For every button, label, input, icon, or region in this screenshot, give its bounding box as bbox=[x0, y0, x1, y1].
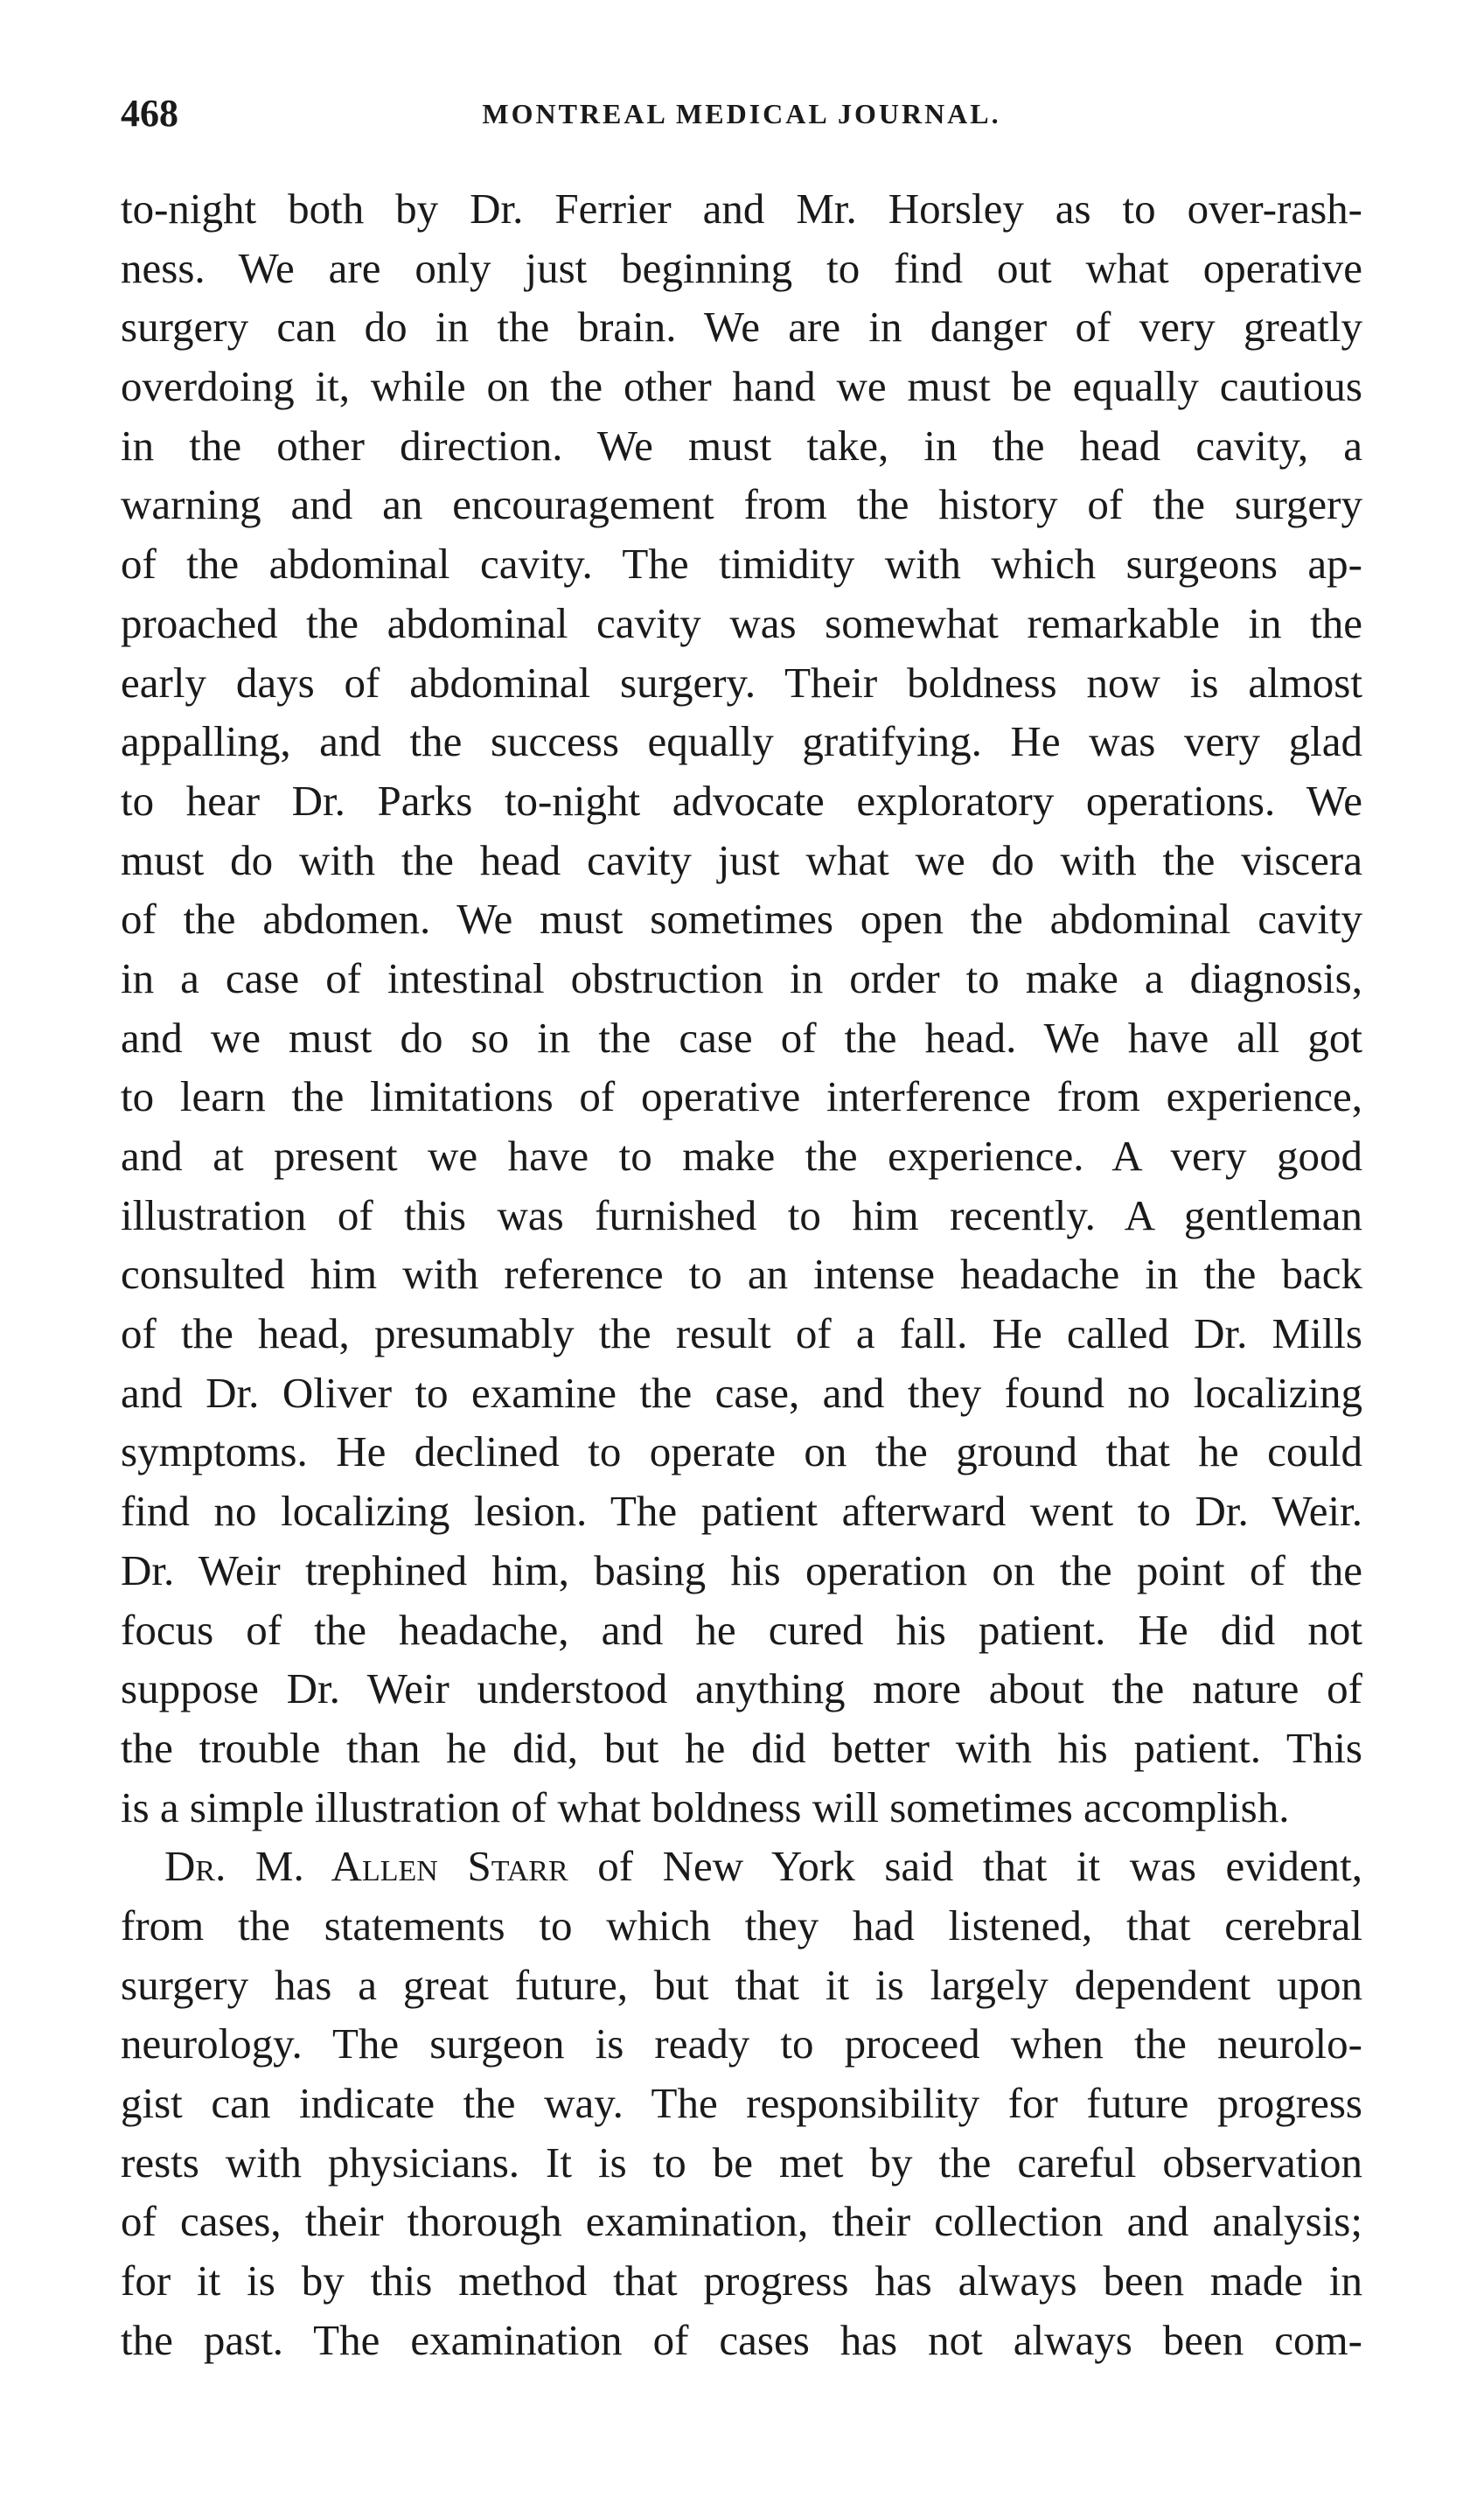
text-line: to-night both by Dr. Ferrier and Mr. Horsley as to over-rash- bbox=[121, 185, 1362, 233]
text-line: consulted him with reference to an intense headache in the back bbox=[121, 1250, 1362, 1299]
text-line: the trouble than he did, but he did better with his patient. This bbox=[121, 1723, 1362, 1772]
text-line: is a simple illustration of what boldness will sometimes accomplish. bbox=[121, 1782, 1290, 1831]
text-line: gist can indicate the way. The responsibility for future progress bbox=[121, 2079, 1362, 2127]
text-line: illustration of this was furnished to him recently. A gentleman bbox=[121, 1190, 1362, 1239]
text-line: to learn the limitations of operative interference from experience, bbox=[121, 1072, 1362, 1121]
text-line: in the other direction. We must take, in the head cavity, a bbox=[121, 421, 1362, 470]
text-line: and at present we have to make the experience. A very good bbox=[121, 1132, 1362, 1180]
text-line: for it is by this method that progress has always been made in bbox=[121, 2256, 1362, 2305]
text-line: surgery can do in the brain. We are in danger of very greatly bbox=[121, 303, 1362, 352]
text-line: early days of abdominal surgery. Their boldness now is almost bbox=[121, 658, 1362, 707]
page-header bbox=[121, 87, 1362, 140]
paragraph-1 bbox=[121, 179, 1362, 1837]
body-text bbox=[121, 179, 1362, 2369]
paragraph-2 bbox=[121, 1837, 1362, 2369]
text-line: to hear Dr. Parks to-night advocate exploratory operations. We bbox=[121, 776, 1362, 825]
text-line: and we must do so in the case of the head. We have all got bbox=[121, 1013, 1362, 1062]
text-line: of the head, presumably the result of a fall. He called Dr. Mills bbox=[121, 1309, 1362, 1358]
text-line: of the abdominal cavity. The timidity with which surgeons ap- bbox=[121, 540, 1362, 589]
text-line: from the statements to which they had listened, that cerebral bbox=[121, 1901, 1362, 1949]
speaker-name: Dr. M. Allen Starr bbox=[164, 1842, 568, 1891]
text-line: suppose Dr. Weir understood anything more about the nature of bbox=[121, 1664, 1362, 1713]
text-line: appalling, and the success equally gratifying. He was very glad bbox=[121, 717, 1362, 766]
text-line: find no localizing lesion. The patient afterward went to Dr. Weir. bbox=[121, 1487, 1362, 1536]
text-line bbox=[121, 1837, 1362, 1896]
running-head: MONTREAL MEDICAL JOURNAL. bbox=[482, 98, 1001, 129]
text-line: of cases, their thorough examination, their collection and analysis; bbox=[121, 2197, 1362, 2246]
text-line: in a case of intestinal obstruction in order to make a diagnosis, bbox=[121, 953, 1362, 1002]
text-line: surgery has a great future, but that it is largely dependent upon bbox=[121, 1960, 1362, 2009]
text-line: Dr. Weir trephined him, basing his operation on the point of the bbox=[121, 1545, 1362, 1594]
text-line: symptoms. He declined to operate on the ground that he could bbox=[121, 1427, 1362, 1476]
text-line: neurology. The surgeon is ready to proceed when the neurolo- bbox=[121, 2019, 1362, 2068]
text-line: proached the abdominal cavity was somewhat remarkable in the bbox=[121, 598, 1362, 647]
text-line: rests with physicians. It is to be met by the careful observation bbox=[121, 2138, 1362, 2187]
text-line: the past. The examination of cases has not always been com- bbox=[121, 2315, 1362, 2364]
text-line: ness. We are only just beginning to find out what operative bbox=[121, 243, 1362, 292]
text-line: focus of the headache, and he cured his patient. He did not bbox=[121, 1605, 1362, 1654]
text-line: of the abdomen. We must sometimes open the abdominal cavity bbox=[121, 895, 1362, 944]
text-line: and Dr. Oliver to examine the case, and they found no localizing bbox=[121, 1368, 1362, 1417]
first-line-text: of New York said that it was evident, bbox=[597, 1842, 1362, 1891]
text-line: overdoing it, while on the other hand we must be equally cautious bbox=[121, 362, 1362, 411]
text-line: warning and an encouragement from the history of the surgery bbox=[121, 480, 1362, 529]
page-number: 468 bbox=[121, 92, 178, 135]
text-line: must do with the head cavity just what we do with the viscera bbox=[121, 835, 1362, 884]
